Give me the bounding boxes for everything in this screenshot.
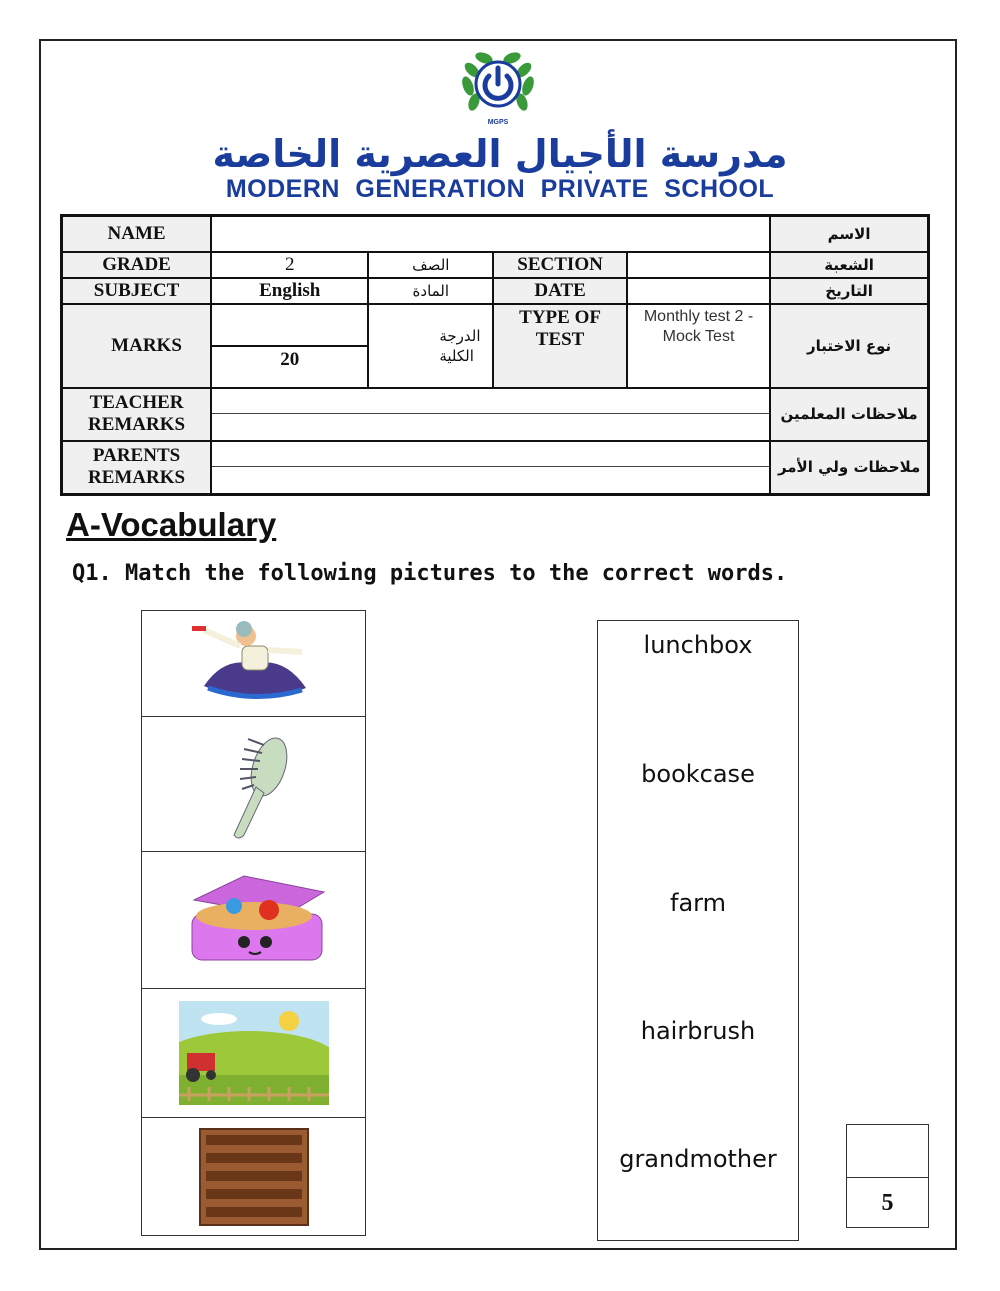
farm-tractor-icon [179,1001,329,1105]
grandmother-dancing-icon [184,616,324,712]
parents-remarks-line [212,467,769,493]
picture-cell[interactable] [142,611,365,717]
school-name-english: MODERN GENERATION PRIVATE SCHOOL [225,175,775,203]
parents-label-line2: REMARKS [87,467,186,488]
score-box [846,1124,929,1228]
type-label-arabic: نوع الاختبار [770,304,928,388]
grade-label-arabic: الصف [368,252,493,278]
marks-label: MARKS [62,304,212,388]
grade-value: 2 [211,252,368,278]
question-text: Q1. Match the following pictures to the correct words. [72,561,788,586]
marks-total: 20 [280,348,300,370]
school-name-arabic: مدرسة الأجيال العصرية الخاصة [212,132,788,176]
teacher-label-line2: REMARKS [87,414,186,435]
picture-cell[interactable] [142,852,365,989]
score-total: 5 [881,1190,894,1216]
logo-caption: MGPS [487,119,509,126]
date-label: DATE [493,278,627,304]
teacher-remarks-line [212,414,769,440]
lunchbox-icon [174,870,334,970]
parents-remarks-field[interactable] [211,441,770,495]
type-label-line1: TYPE OF [519,306,601,328]
section-label-arabic: الشعبة [770,252,928,278]
marks-cell [211,304,368,388]
type-of-test-value: Monthly test 2 - Mock Test [627,304,770,388]
name-label-arabic: الاسم [770,216,928,252]
teacher-label-line1: TEACHER [89,392,184,413]
word-option[interactable]: hairbrush [640,1017,756,1045]
word-option[interactable]: grandmother [619,1145,777,1173]
type-label-line2: TEST [535,328,585,350]
teacher-remarks-field[interactable] [211,388,770,441]
pictures-column [141,610,366,1236]
parents-remarks-label-arabic: ملاحظات ولي الأمر [770,441,928,495]
bookcase-icon [198,1127,310,1227]
words-column [597,620,799,1241]
parents-remarks-line [212,442,769,467]
teacher-remarks-label [62,388,212,441]
grade-label: GRADE [62,252,212,278]
name-field[interactable] [211,216,770,252]
date-field[interactable] [627,278,770,304]
word-option[interactable]: bookcase [641,760,755,788]
word-option[interactable]: lunchbox [643,631,753,659]
picture-cell[interactable] [142,1118,365,1235]
student-info-table [60,214,930,496]
parents-label-line1: PARENTS [92,445,181,466]
section-label: SECTION [493,252,627,278]
picture-cell[interactable] [142,717,365,852]
subject-label: SUBJECT [62,278,212,304]
teacher-remarks-label-arabic: ملاحظات المعلمين [770,388,928,441]
total-label-arabic [368,304,493,388]
subject-label-arabic: المادة [368,278,493,304]
parents-remarks-label [62,441,212,495]
section-title: A-Vocabulary [66,506,277,543]
marks-obtained-field[interactable] [212,305,367,347]
score-obtained-field[interactable] [847,1125,928,1178]
section-field[interactable] [627,252,770,278]
teacher-remarks-line [212,389,769,414]
hairbrush-icon [194,727,314,842]
date-label-arabic: التاريخ [770,278,928,304]
school-logo [456,46,540,130]
name-label: NAME [62,216,212,252]
picture-cell[interactable] [142,989,365,1118]
subject-value: English [211,278,368,304]
total-label-ar-line2: الكلية [439,346,474,365]
word-option[interactable]: farm [670,889,726,917]
total-label-ar-line1: الدرجة [439,326,481,345]
type-of-test-label [493,304,627,388]
